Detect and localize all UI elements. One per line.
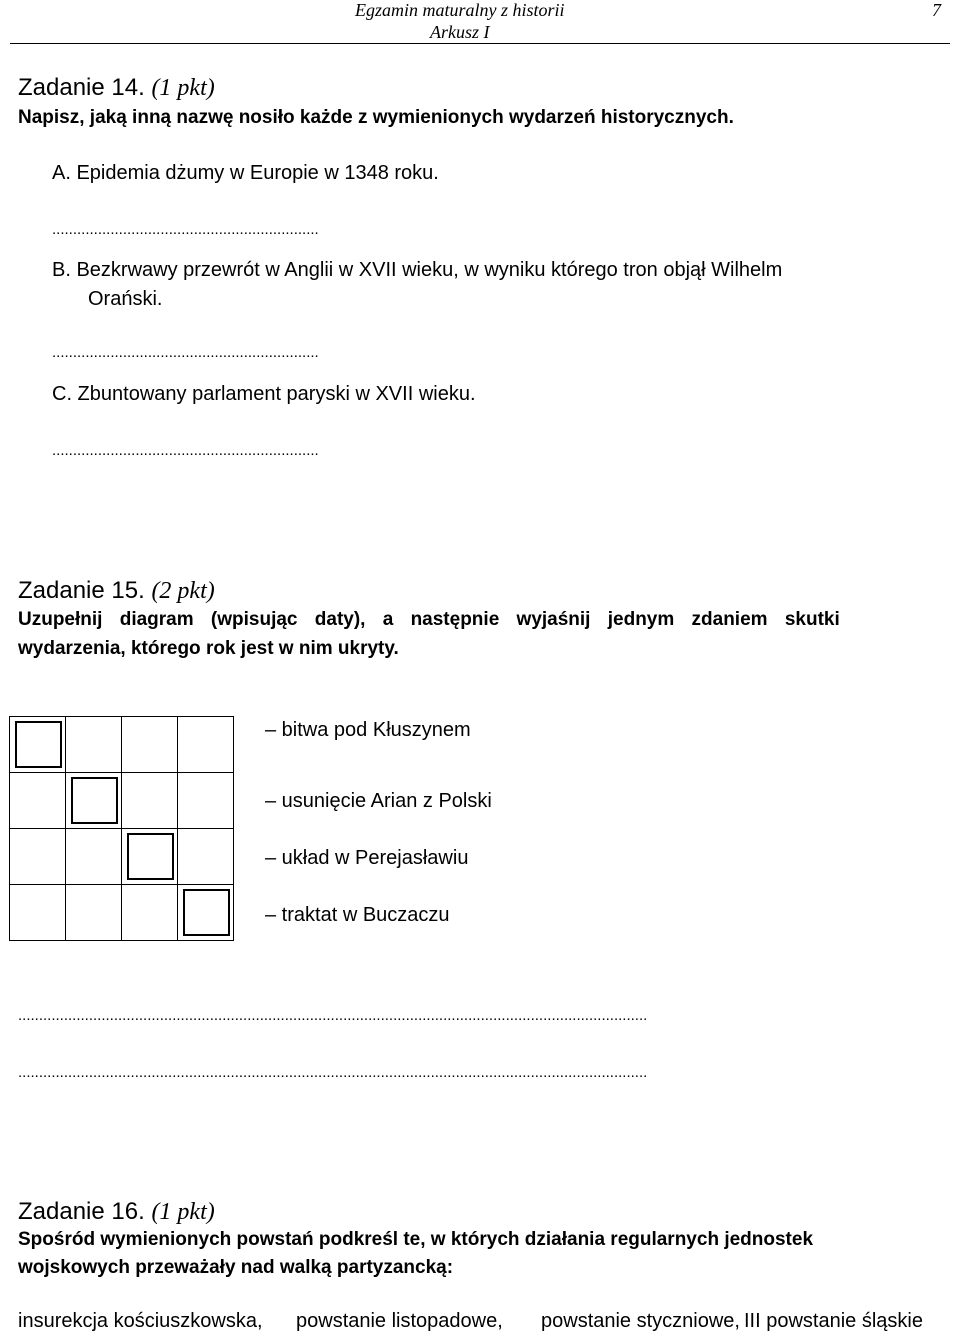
task-14-title: Zadanie 14.: [18, 74, 145, 101]
diagram-event-1: – bitwa pod Kłuszynem: [265, 719, 471, 741]
task-14-instruction: Napisz, jaką inną nazwę nosiło każde z wymienionych wydarzeń historycznych.: [18, 107, 734, 128]
uprising-option-4[interactable]: III powstanie śląskie: [744, 1310, 923, 1332]
diagram-cell[interactable]: [178, 829, 234, 885]
task-16-instruction-line-2: wojskowych przeważały nad walką partyzancką:: [18, 1257, 454, 1278]
diagram-cell[interactable]: [122, 717, 178, 773]
exam-title: Egzamin maturalny z historii: [355, 0, 565, 20]
diagram-cell[interactable]: [66, 885, 122, 941]
hidden-year-box: [71, 777, 118, 824]
header-rule: [10, 43, 950, 44]
uprising-option-3[interactable]: powstanie styczniowe,: [541, 1310, 740, 1332]
task-14-answer-line-b[interactable]: ................................................................: [52, 344, 319, 361]
task-16-heading: [18, 1198, 215, 1226]
date-diagram: [9, 716, 234, 941]
diagram-cell[interactable]: [122, 885, 178, 941]
task-15-answer-line-1[interactable]: .......................................................................................................................................................: [18, 1007, 648, 1024]
hidden-year-box: [127, 833, 174, 880]
task-14-answer-line-a[interactable]: ................................................................: [52, 221, 319, 238]
task-14-item-a: A. Epidemia dżumy w Europie w 1348 roku.: [52, 162, 439, 184]
hidden-year-box: [15, 721, 62, 768]
diagram-cell[interactable]: [66, 773, 122, 829]
task-15-heading: [18, 577, 215, 605]
diagram-cell[interactable]: [178, 773, 234, 829]
hidden-year-box: [183, 889, 230, 936]
diagram-cell[interactable]: [10, 829, 66, 885]
task-15-title: Zadanie 15.: [18, 577, 145, 604]
diagram-cell[interactable]: [178, 717, 234, 773]
task-15-instruction-line-2: wydarzenia, którego rok jest w nim ukryty.: [18, 638, 399, 659]
page-number: 7: [932, 0, 941, 20]
task-16-points: (1 pkt): [151, 1199, 215, 1225]
task-14-heading: [18, 74, 215, 102]
task-14-points: (1 pkt): [151, 75, 215, 101]
diagram-event-4: – traktat w Buczaczu: [265, 904, 450, 926]
diagram-cell[interactable]: [66, 829, 122, 885]
task-16-instruction-line-1: Spośród wymienionych powstań podkreśl te, w których działania regularnych jednostek: [18, 1229, 814, 1250]
diagram-cell[interactable]: [66, 717, 122, 773]
exam-subtitle: Arkusz I: [430, 22, 490, 42]
task-14-item-b-line-2: Orański.: [88, 288, 163, 310]
task-15-points: (2 pkt): [151, 578, 215, 604]
task-14-item-c: C. Zbuntowany parlament paryski w XVII wieku.: [52, 383, 476, 405]
diagram-cell[interactable]: [178, 885, 234, 941]
uprising-option-1[interactable]: insurekcja kościuszkowska,: [18, 1310, 263, 1332]
diagram-cell[interactable]: [122, 773, 178, 829]
task-16-title: Zadanie 16.: [18, 1198, 145, 1225]
task-14-item-b-line-1: B. Bezkrwawy przewrót w Anglii w XVII wieku, w wyniku którego tron objął Wilhelm: [52, 259, 783, 281]
task-15-answer-line-2[interactable]: .......................................................................................................................................................: [18, 1064, 648, 1081]
diagram-event-2: – usunięcie Arian z Polski: [265, 790, 492, 812]
diagram-cell[interactable]: [10, 885, 66, 941]
task-15-instruction-line-1: Uzupełnij diagram (wpisując daty), a następnie wyjaśnij jednym zdaniem skutki: [18, 609, 840, 630]
task-14-answer-line-c[interactable]: ................................................................: [52, 442, 319, 459]
diagram-cell[interactable]: [10, 773, 66, 829]
diagram-event-3: – układ w Perejasławiu: [265, 847, 469, 869]
diagram-cell[interactable]: [10, 717, 66, 773]
diagram-cell[interactable]: [122, 829, 178, 885]
uprising-option-2[interactable]: powstanie listopadowe,: [296, 1310, 503, 1332]
